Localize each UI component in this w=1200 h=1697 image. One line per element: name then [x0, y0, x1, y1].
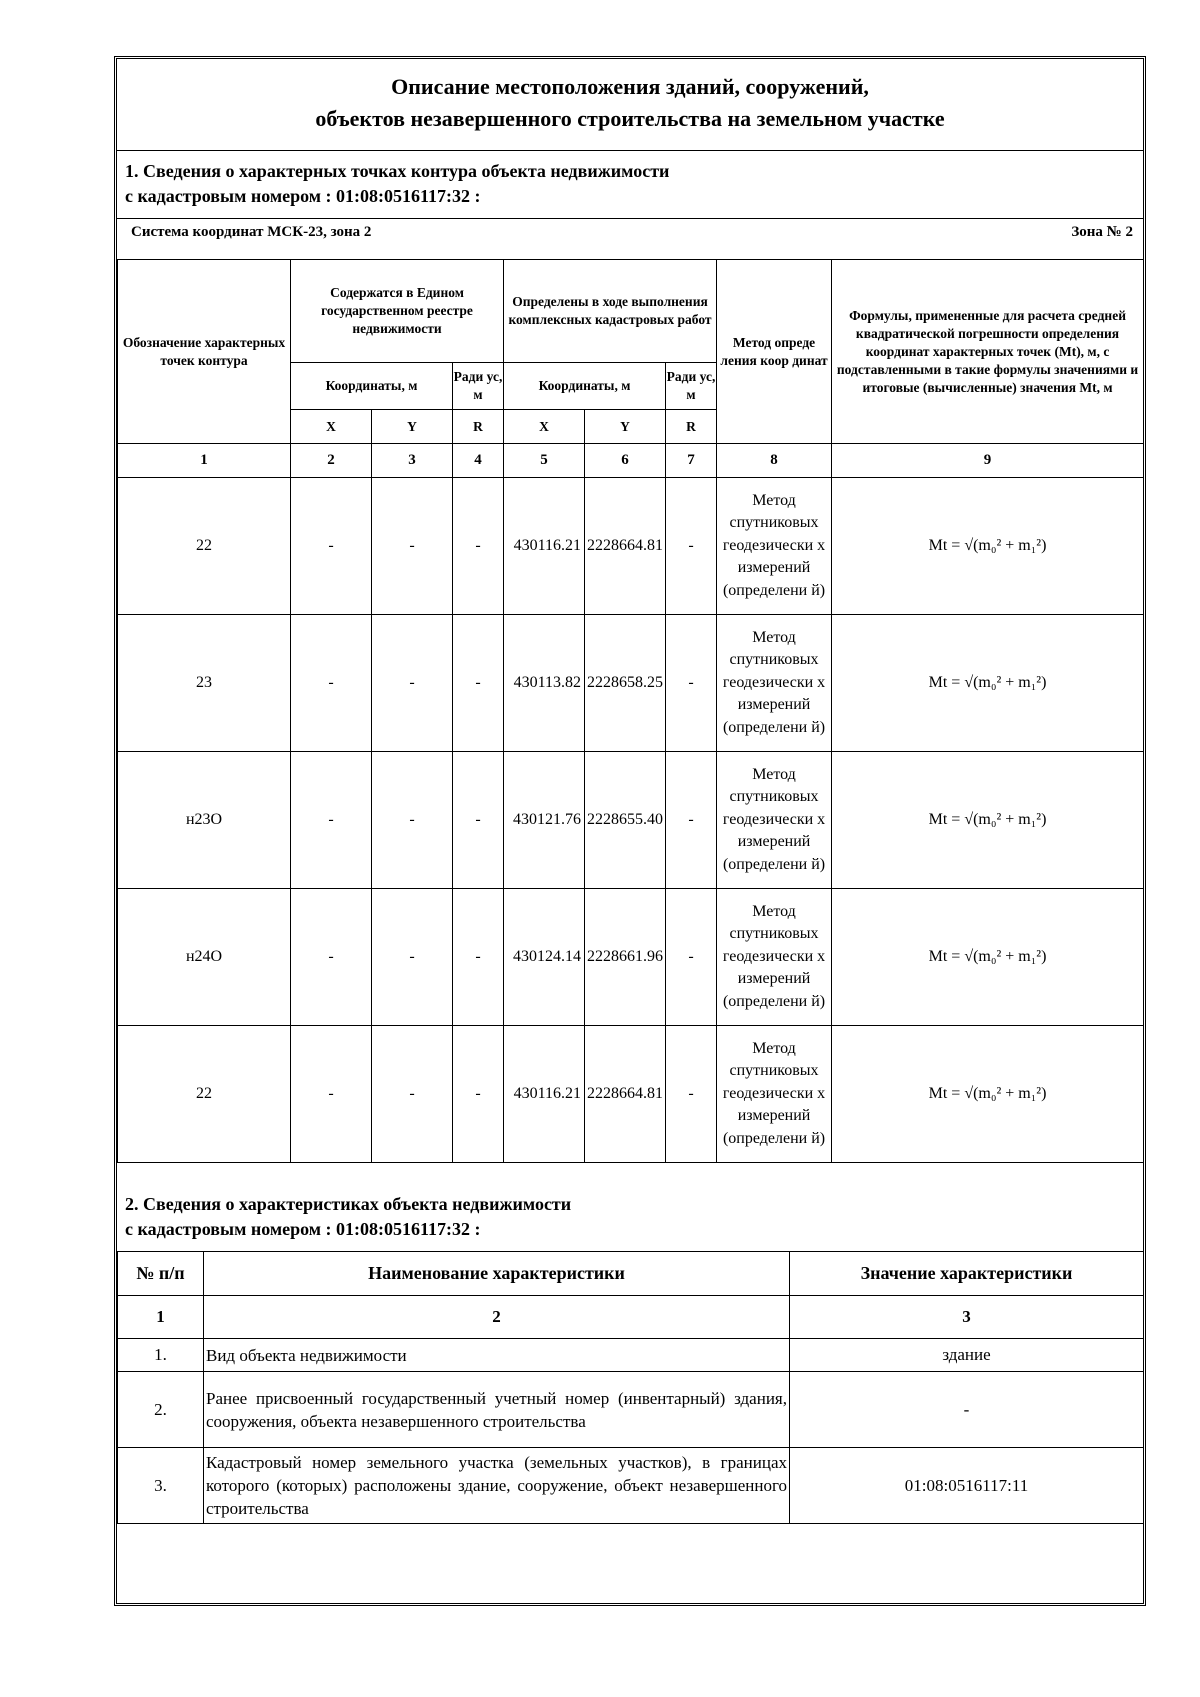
table-row	[118, 1026, 1144, 1163]
column-number: 3	[372, 444, 453, 478]
egrn-r: -	[453, 1026, 504, 1163]
table-row	[118, 478, 1144, 615]
document-frame	[114, 56, 1146, 1606]
egrn-y: -	[372, 478, 453, 615]
characteristic-value: 01:08:0516117:11	[790, 1448, 1144, 1524]
work-y: 2228658.25	[585, 615, 666, 752]
egrn-y: -	[372, 752, 453, 889]
column-number: 6	[585, 444, 666, 478]
formula: Mt = √(m₀² + m₁²)	[832, 889, 1144, 1026]
characteristic-name: Кадастровый номер земельного участка (земельных участков), в границах которого (которых) расположены здание, сооружение, объект незавершенного строительства	[204, 1448, 790, 1524]
header-complex-works: Определены в ходе выполнения комплексных кадастровых работ	[504, 260, 717, 363]
header-r: R	[666, 410, 717, 444]
header-point-designation: Обозначение характерных точек контура	[118, 260, 291, 444]
section1-title: 1. Сведения о характерных точках контура объекта недвижимости с кадастровым номером : 01:08:0516117:32 :	[125, 161, 670, 206]
column-number: 8	[717, 444, 832, 478]
column-number: 1	[118, 1296, 204, 1339]
work-x: 430121.76	[504, 752, 585, 889]
work-r: -	[666, 615, 717, 752]
work-r: -	[666, 1026, 717, 1163]
column-number: 7	[666, 444, 717, 478]
egrn-x: -	[291, 889, 372, 1026]
egrn-r: -	[453, 889, 504, 1026]
work-x: 430116.21	[504, 1026, 585, 1163]
point-name: н24О	[118, 889, 291, 1026]
formula: Mt = √(m₀² + m₁²)	[832, 615, 1144, 752]
work-x: 430113.82	[504, 615, 585, 752]
characteristic-value: здание	[790, 1339, 1144, 1372]
egrn-y: -	[372, 889, 453, 1026]
method: Метод спутниковых геодезически х измерений (определени й)	[717, 615, 832, 752]
table-row	[118, 615, 1144, 752]
work-r: -	[666, 478, 717, 615]
table-row	[118, 752, 1144, 889]
header-number: № п/п	[118, 1252, 204, 1296]
column-number: 9	[832, 444, 1144, 478]
egrn-y: -	[372, 1026, 453, 1163]
divider	[117, 218, 1143, 219]
point-name: н23О	[118, 752, 291, 889]
egrn-r: -	[453, 478, 504, 615]
point-name: 22	[118, 478, 291, 615]
characteristics-table	[117, 1251, 1144, 1524]
egrn-x: -	[291, 1026, 372, 1163]
coordinate-system: Система координат МСК-23, зона 2	[131, 224, 372, 240]
points-table	[117, 259, 1144, 1163]
characteristic-name: Вид объекта недвижимости	[204, 1339, 790, 1372]
formula: Mt = √(m₀² + m₁²)	[832, 1026, 1144, 1163]
work-y: 2228664.81	[585, 1026, 666, 1163]
header-formula: Формулы, примененные для расчета средней квадратической погрешности определения координат характерных точек (Mt), м, с подставленными в такие формулы значениями и итоговые (вычисленные) значения Mt, м	[832, 260, 1144, 444]
characteristic-name: Ранее присвоенный государственный учетный номер (инвентарный) здания, сооружения, объекта незавершенного строительства	[204, 1372, 790, 1448]
table-row	[118, 1448, 1144, 1524]
header-coords: Координаты, м	[504, 363, 666, 410]
work-x: 430124.14	[504, 889, 585, 1026]
column-number: 2	[291, 444, 372, 478]
header-y: Y	[372, 410, 453, 444]
formula: Mt = √(m₀² + m₁²)	[832, 752, 1144, 889]
section2-title: 2. Сведения о характеристиках объекта недвижимости с кадастровым номером : 01:08:0516117:32 :	[125, 1194, 572, 1239]
header-coords: Координаты, м	[291, 363, 453, 410]
work-y: 2228655.40	[585, 752, 666, 889]
work-r: -	[666, 889, 717, 1026]
document-title: Описание местоположения зданий, сооружений, объектов незавершенного строительства на земельном участке	[315, 74, 945, 131]
header-radius: Ради ус, м	[453, 363, 504, 410]
divider	[117, 150, 1143, 151]
header-x: X	[504, 410, 585, 444]
column-number: 5	[504, 444, 585, 478]
work-r: -	[666, 752, 717, 889]
point-name: 22	[118, 1026, 291, 1163]
header-characteristic-name: Наименование характеристики	[204, 1252, 790, 1296]
formula: Mt = √(m₀² + m₁²)	[832, 478, 1144, 615]
column-number: 1	[118, 444, 291, 478]
row-number: 3.	[118, 1448, 204, 1524]
work-x: 430116.21	[504, 478, 585, 615]
work-y: 2228661.96	[585, 889, 666, 1026]
header-egrn: Содержатся в Едином государственном реестре недвижимости	[291, 260, 504, 363]
point-name: 23	[118, 615, 291, 752]
egrn-y: -	[372, 615, 453, 752]
zone-label: Зона № 2	[1071, 224, 1133, 240]
column-number: 3	[790, 1296, 1144, 1339]
egrn-x: -	[291, 752, 372, 889]
method: Метод спутниковых геодезически х измерений (определени й)	[717, 752, 832, 889]
table-row	[118, 1372, 1144, 1448]
header-radius: Ради ус, м	[666, 363, 717, 410]
egrn-r: -	[453, 752, 504, 889]
method: Метод спутниковых геодезически х измерений (определени й)	[717, 889, 832, 1026]
table-row	[118, 889, 1144, 1026]
egrn-x: -	[291, 478, 372, 615]
egrn-r: -	[453, 615, 504, 752]
egrn-x: -	[291, 615, 372, 752]
method: Метод спутниковых геодезически х измерений (определени й)	[717, 1026, 832, 1163]
row-number: 2.	[118, 1372, 204, 1448]
method: Метод спутниковых геодезически х измерений (определени й)	[717, 478, 832, 615]
header-y: Y	[585, 410, 666, 444]
column-number: 2	[204, 1296, 790, 1339]
column-number: 4	[453, 444, 504, 478]
header-x: X	[291, 410, 372, 444]
header-method: Метод опреде ления коор динат	[717, 260, 832, 444]
work-y: 2228664.81	[585, 478, 666, 615]
table-row	[118, 1339, 1144, 1372]
row-number: 1.	[118, 1339, 204, 1372]
header-characteristic-value: Значение характеристики	[790, 1252, 1144, 1296]
header-r: R	[453, 410, 504, 444]
characteristic-value: -	[790, 1372, 1144, 1448]
